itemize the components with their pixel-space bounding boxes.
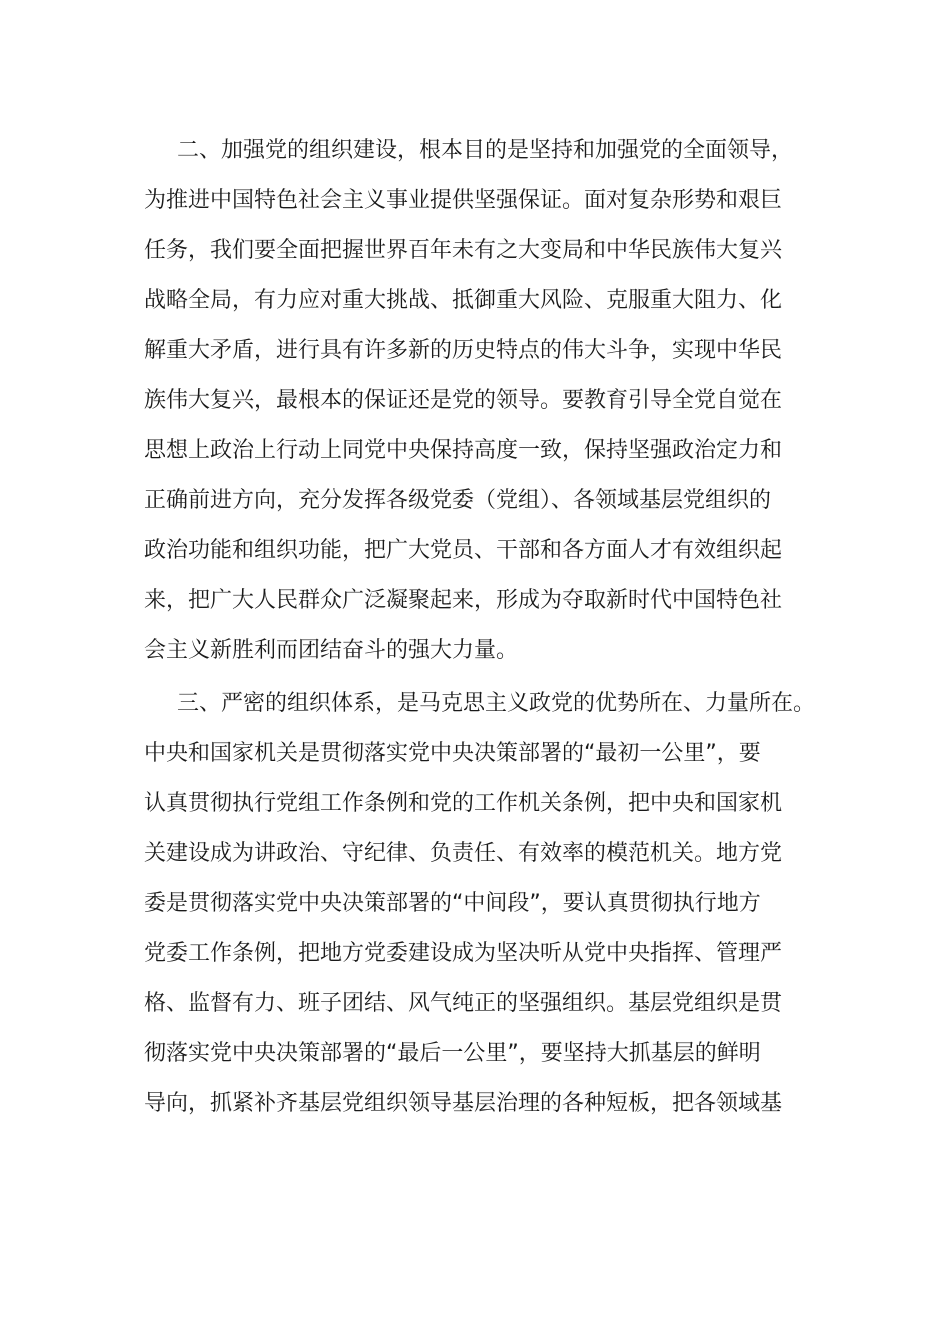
paragraph-line: 战略全局，有力应对重大挑战、抵御重大风险、克服重大阻力、化: [144, 288, 783, 313]
paragraph-line: 三、严密的组织体系，是马克思主义政党的优势所在、力量所在。: [177, 691, 816, 716]
paragraph-line: 党委工作条例，把地方党委建设成为坚决听从党中央指挥、管理严: [144, 941, 783, 966]
paragraph-line: 为推进中国特色社会主义事业提供坚强保证。面对复杂形势和艰巨: [144, 188, 783, 213]
paragraph-line: 导向，抓紧补齐基层党组织领导基层治理的各种短板，把各领域基: [144, 1091, 783, 1116]
paragraph-line: 中央和国家机关是贯彻落实党中央决策部署的“最初一公里”，要: [144, 741, 761, 766]
paragraph-line: 任务，我们要全面把握世界百年未有之大变局和中华民族伟大复兴: [144, 238, 783, 263]
paragraph-line: 解重大矛盾，进行具有许多新的历史特点的伟大斗争，实现中华民: [144, 338, 783, 363]
paragraph-line: 政治功能和组织功能，把广大党员、干部和各方面人才有效组织起: [144, 538, 783, 563]
paragraph-line: 认真贯彻执行党组工作条例和党的工作机关条例，把中央和国家机: [144, 791, 783, 816]
paragraph-line: 委是贯彻落实党中央决策部署的“中间段”，要认真贯彻执行地方: [144, 891, 761, 916]
paragraph-line: 正确前进方向，充分发挥各级党委（党组）、各领域基层党组织的: [144, 488, 772, 513]
paragraph-line: 格、监督有力、班子团结、风气纯正的坚强组织。基层党组织是贯: [144, 991, 783, 1016]
paragraph-line: 会主义新胜利而团结奋斗的强大力量。: [144, 638, 519, 663]
paragraph-line: 二、加强党的组织建设，根本目的是坚持和加强党的全面领导，: [177, 138, 794, 163]
paragraph-line: 关建设成为讲政治、守纪律、负责任、有效率的模范机关。地方党: [144, 841, 783, 866]
paragraph-line: 思想上政治上行动上同党中央保持高度一致，保持坚强政治定力和: [144, 438, 783, 463]
paragraph-line: 来，把广大人民群众广泛凝聚起来，形成为夺取新时代中国特色社: [144, 588, 783, 613]
paragraph-line: 族伟大复兴，最根本的保证还是党的领导。要教育引导全党自觉在: [144, 388, 783, 413]
paragraph-line: 彻落实党中央决策部署的“最后一公里”，要坚持大抓基层的鲜明: [144, 1041, 761, 1066]
